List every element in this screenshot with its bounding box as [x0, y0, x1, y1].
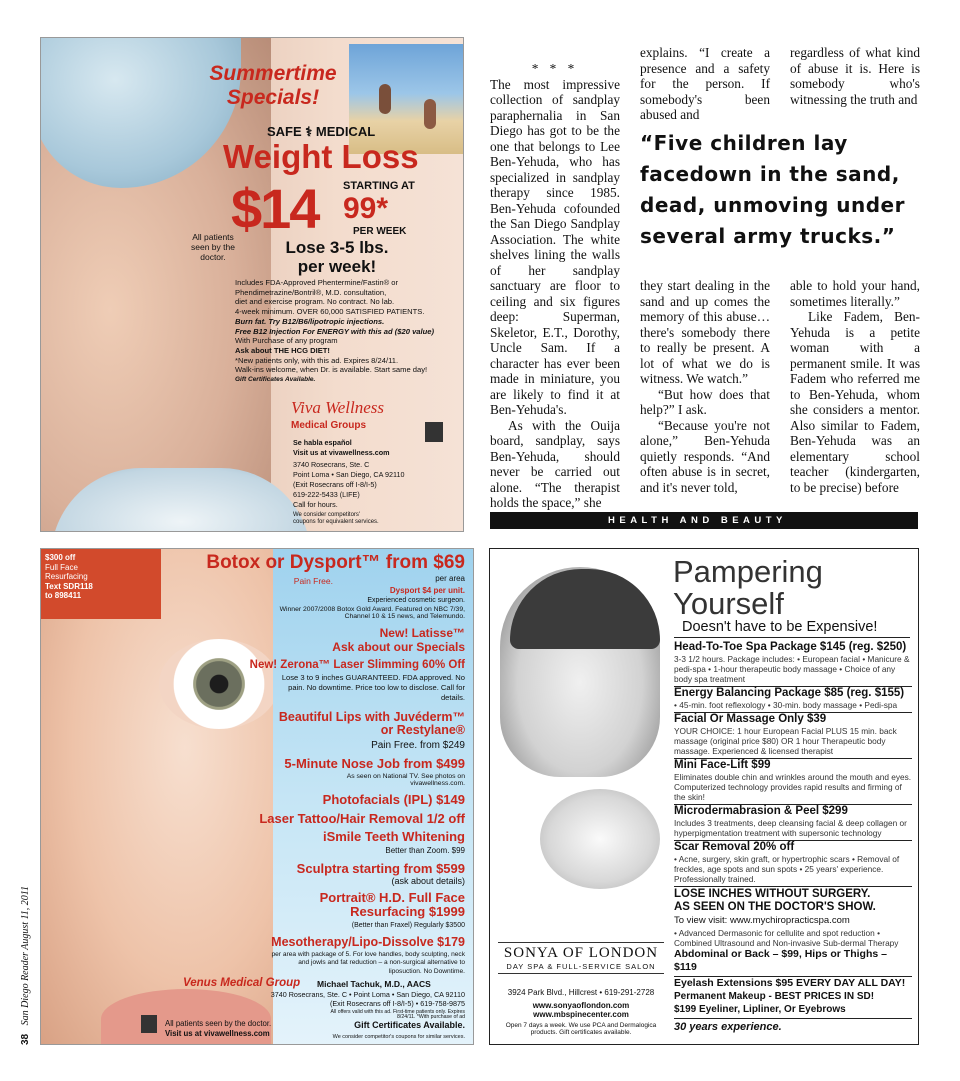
pull-quote: “Five children lay facedown in the sand, dead, unmoving under several army trucks.” [640, 131, 905, 248]
price-cents: 99* [343, 192, 389, 225]
page-number: 38 [20, 1033, 31, 1045]
medical-groups-label: Medical Groups [291, 420, 367, 431]
zerona-offer: New! Zerona™ Laser Slimming 60% Off [249, 659, 465, 671]
spine-web[interactable]: www.mbspinecenter.com [533, 1010, 629, 1019]
experience-note: 30 years experience. [674, 1021, 782, 1033]
medical-emblem-icon [141, 1015, 157, 1033]
doctor-name: Michael Tachuk, M.D., AACS [317, 979, 431, 989]
price-dollars: $14 [231, 177, 319, 240]
eyeliner-offer: $199 Eyeliner, Lipliner, Or Eyebrows [674, 1004, 846, 1015]
sonya-web[interactable]: www.sonyaoflondon.com [532, 1001, 630, 1010]
spa-title-1: Pampering [673, 554, 823, 589]
visit-link[interactable]: Visit us at vivawellness.com [165, 1029, 270, 1038]
spa-title-2: Yourself [673, 586, 784, 621]
eyelash-offer: Eyelash Extensions $95 EVERY DAY ALL DAY! [674, 977, 906, 989]
spa-service: Scar Removal 20% off • Acne, surgery, skin graft, or hypertrophic scars • Removal of freckles, age spots and sun spots • 25 years' experience. Professionally trained. [674, 841, 912, 887]
section-bar: HEALTH AND BEAUTY [490, 512, 918, 529]
venus-group-name: Venus Medical Group [183, 977, 301, 989]
lips-offer: Beautiful Lips with Juvéderm™ or Restylane® [278, 710, 465, 738]
article-column-3-top: regardless of what kind of abuse it is. Here is somebody who's witnessing the truth and [790, 45, 920, 107]
ad-headline-1: Summertime [209, 62, 337, 85]
patients-note: All patients seen by the doctor. [165, 1019, 272, 1028]
article-column-1: * * * The most impressive collection of sandplay paraphernalia in San Diego has got to be the one that belongs to Lee Ben-Yehuda, who has specialized in sandplay therapy since 1985. Ben-Yehuda cofounded the San Diego Sandplay Association. The white shelves lining the walls of her sandplay sanctuary are floor to ceiling and six figures deep: Superman, Skeletor, E.T., Dorothy, Uncle Sam. If a character has ever been made in miniature, you are likely to find it at Ben-Yehuda's. As with the Ouija board, sandplay, says Ben-Yehuda, should never be carried out alone. “The therapist holds the space,” she [490, 61, 620, 510]
eye-image [159, 639, 279, 729]
sonya-hours: Open 7 days a week. We use PCA and Dermalogica products. Gift certificates available. [505, 1022, 657, 1036]
teeth-whitening-offer: iSmile Teeth Whitening [322, 829, 465, 844]
sonya-address: 3924 Park Blvd., Hillcrest • 619-291-2728 [507, 988, 655, 997]
lose-weight-claim: Lose 3-5 lbs. [285, 238, 389, 257]
lily-flower-image [540, 789, 660, 889]
article-column-3-bottom: able to hold your hand, sometimes literally.” Like Fadem, Ben-Yehuda is a petite woman with a permanent smile. It was Fadem who referred me to Ben-Yehuda, whom she considers a mentor. Also similar to Fadem, Ben-Yehuda was an elementary school teacher (kindergarten, to be precise) before [790, 278, 920, 495]
spa-ad[interactable] [489, 548, 919, 1045]
makeup-offer: Permanent Makeup - BEST PRICES IN SD! [674, 991, 875, 1002]
spa-service: Mini Face-Lift $99 Eliminates double chin and wrinkles around the mouth and eyes. Computerized technology provides rapid results and firming of the skin! [674, 759, 912, 805]
spa-subtitle: Doesn't have to be Expensive! [682, 619, 878, 635]
viva-contact: Se habla español Visit us at vivawellness.com 3740 Rosecrans, Ste. C Point Loma • San Diego, CA 92110 (Exit Rosecrans off I-8/I-5) 619-222-5433 (LIFE) Call for hours. We consider competitors' coupons for equivalent services. [293, 438, 405, 525]
weight-loss-title: Weight Loss [223, 138, 419, 175]
lose-weight-claim-2: per week! [297, 257, 377, 276]
weight-loss-details: Includes FDA-Approved Phentermine/Fastin® or Phendimetrazine/Bontril®, M.D. consultation, diet and exercise program. No contract. No lab. 4-week minimum. OVER 60,000 SATISFIED PATIENTS. Burn fat. Try B12/B6/lipotropic injections. Free B12 Injection For ENERGY with this ad ($20 value) With Purchase of any program Ask about THE HCG DIET! *New patients only, with this ad. Expires 8/24/11. Walk-ins welcome, when Dr. is available. Start same day! Gift Certificates Available. [235, 278, 435, 384]
corner-offer-text: $300 off Full Face Resurfacing Text SDR118 to 898411 [45, 553, 93, 600]
article-column-2-bottom: they start dealing in the sand and up comes the memory of this abuse… there's somebody there to really be present. A lot of what we do is witness. We watch.” “But how does that help?” I ask. “Because you're not alone,” Ben-Yehuda quietly responds. “And often abuse is in secret, and it's never told, [640, 278, 770, 495]
publication-line: San Diego Reader August 11, 2011 [20, 885, 31, 1026]
spa-service: Energy Balancing Package $85 (reg. $155) • 45-min. foot reflexology • 30-min. body massage • Pedi-spa [674, 687, 912, 713]
page-folio [20, 886, 31, 1045]
lose-inches: LOSE INCHES WITHOUT SURGERY. [674, 888, 871, 900]
sonya-logo: SONYA OF LONDON [498, 942, 664, 962]
ad-headline-2: Specials! [226, 86, 320, 109]
doctor-note: All patients seen by the doctor. [191, 232, 235, 262]
ad-model-face [41, 549, 281, 1045]
nose-job-offer: 5-Minute Nose Job from $499 [284, 756, 465, 771]
resurfacing-offer: Portrait® H.D. Full Face Resurfacing $1999 [319, 890, 465, 919]
spa-service-list: Head-To-Toe Spa Package $145 (reg. $250) 3-3 1/2 hours. Package includes: • European facial • Manicure & pedi-spa • 1-hour therapeutic body massage • Choice of any body spa treatment Energy Balancing Package $85 (reg. $155) • 45-min. foot reflexology • 30-min. body massage • Pedi-spa Facial Or Massage Only $39 YOUR CHOICE: 1 hour European Facial PLUS 15 min. back massage (original price $80) OR 1 hour Therapeutic body massage. Experienced & licensed therapist Mini Face-Lift $99 Eliminates double chin and wrinkles around the mouth and eyes. Computerized technology provides rapid results and firming of the skin! Microdermabrasion & Peel $299 Includes 3 treatments, deep cleansing facial & deep collagen or hyperpigmentation treatment with supersonic technology Scar Removal 20% off • Acne, surgery, skin graft, or hypertrophic scars • Removal of freckles, age spots and sun spots • 25 years' experience. Professionally trained. LOSE INCHES WITHOUT SURGERY. AS SEEN ON THE DOCTOR'S SHOW. To view visit: www.mychiropracticspa.com • Advanced Dermasonic for cellulite and spot reduction • Combined Ultrasound and Non-invasive Sub-dermal Therapy Abdominal or Back – $99, Hips or Thighs – $119 Eyelash Extensions $95 EVERY DAY ALL DAY! Permanent Makeup - BEST PRICES IN SD! $199 Eyeliner, Lipliner, Or Eyebrows 30 years experience. [674, 641, 912, 1033]
safe-medical-logo: SAFE ⚕ MEDICAL [267, 124, 376, 139]
chiro-link[interactable]: To view visit: www.mychiropracticspa.com [674, 915, 850, 926]
spa-service: Head-To-Toe Spa Package $145 (reg. $250) 3-3 1/2 hours. Package includes: • European facial • Manicure & pedi-spa • 1-hour therapeutic body massage • Choice of any body spa treatment [674, 641, 912, 687]
laser-removal-offer: Laser Tattoo/Hair Removal 1/2 off [259, 811, 465, 826]
viva-wellness-logo: Viva Wellness [291, 398, 385, 417]
per-week-label: PER WEEK [353, 226, 407, 237]
botox-ad[interactable]: $300 off Full Face Resurfacing Text SDR118 to 898411 Botox or Dysport™ from $69 per area Pain Free. Dysport $4 per unit. Experienced cosmetic surgeon. Winner 2007/2008 Botox Gold Award. Featured on NBC 7/39, Channel 10 & 15 news, and Telemundo. New! Latisse™ Ask about our Specials New! Zerona™ Laser Slimming 60% Off Lose 3 to 9 inches GUARANTEED. FDA approved. No pain. No downtime. Price too low to disclose. Call for details. Beautiful Lips with Juvéderm™ or Restylane® Pain Free. from $249 5-Minute Nose Job from $499 As seen on National TV. See photos on vivawellness.com. Photofacials (IPL) $149 Laser Tattoo/Hair Removal 1/2 off iSmile Teeth Whitening Better than Zoom. $99 Sculptra starting from $599 (ask about details) Portrait® H.D. Full Face Resurfacing $1999 (Better than Fraxel) Regularly $3500 Mesotherapy/Lipo-Dissolve $179 per area with package of 5. For love handles, body sculpting, neck and jowls and fat reduction – a non-surgical alternative to liposuction. No Downtime. Venus Medical Group Michael Tachuk, M.D., AACS 3740 Rosecrans, Ste. C • Point Loma • San Diego, CA 92110 (Exit Rosecrans off I-8/I-5) • 619-758-9875 All offers valid with this ad. First-time patients only. Expires 8/24/11. *With purchase of ad All patients seen by the doctor. Visit us at vivawellness.com Gift Certificates Available. We consider competitor's coupons for similar services. [40, 548, 474, 1045]
latisse-offer: New! Latisse™ [379, 626, 465, 640]
photofacial-offer: Photofacials (IPL) $149 [322, 792, 465, 807]
mesotherapy-offer: Mesotherapy/Lipo-Dissolve $179 [271, 935, 465, 949]
sonya-tagline: DAY SPA & FULL-SERVICE SALON [498, 962, 664, 974]
sculptra-offer: Sculptra starting from $599 [296, 861, 465, 876]
weight-loss-ad[interactable] [40, 37, 464, 532]
spa-service: Microdermabrasion & Peel $299 Includes 3 treatments, deep cleansing facial & deep collagen or hyperpigmentation treatment with supersonic technology [674, 805, 912, 841]
spa-service: Facial Or Massage Only $39 YOUR CHOICE: 1 hour European Facial PLUS 15 min. back massage (original price $80) OR 1 hour Therapeutic body massage. Experienced & licensed therapist [674, 713, 912, 759]
article-column-2-top: explains. “I create a presence and a safety for the person. If somebody's been abused and [640, 45, 770, 122]
body-pricing: Abdominal or Back – $99, Hips or Thighs – $119 [674, 948, 887, 973]
botox-offer: Botox or Dysport™ from $69 [206, 552, 465, 573]
starting-at-label: STARTING AT [343, 180, 415, 192]
